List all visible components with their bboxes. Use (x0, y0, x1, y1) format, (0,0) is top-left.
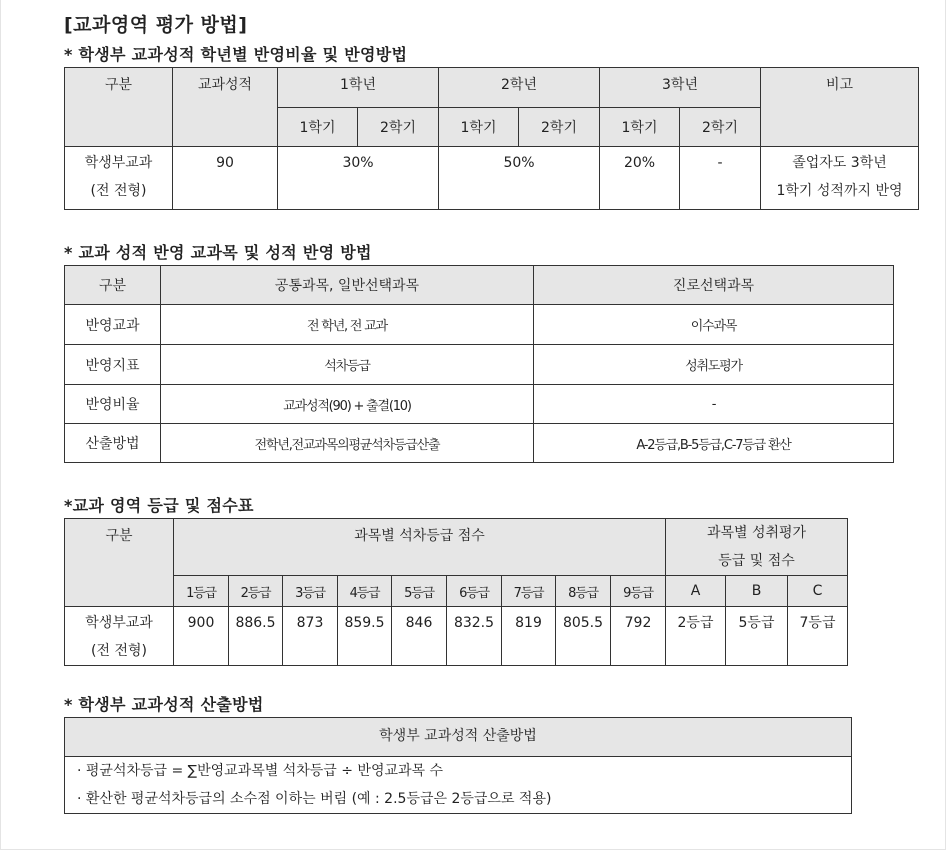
score-grade-3: 873 (283, 607, 338, 666)
header-achievement-line2: 등급 및 점수 (718, 553, 795, 569)
score-grade-6: 832.5 (447, 607, 502, 666)
row-note (761, 147, 919, 210)
row-year3-sem1: 20% (600, 147, 680, 210)
header-achievement-line1: 과목별 성취평가 (706, 525, 807, 541)
header-grade-7: 7등급 (502, 576, 556, 607)
score-grade-9: 792 (611, 607, 666, 666)
header-achievement (666, 519, 848, 576)
calculation-box (64, 717, 852, 814)
row-label: 반영교과 (65, 305, 161, 345)
header-y2-sem2: 2학기 (519, 108, 600, 147)
header-grade-2: 2등급 (229, 576, 283, 607)
achievement-value-3: 7등급 (788, 607, 848, 666)
score-grade-4: 859.5 (338, 607, 392, 666)
row-year3-sem2: - (680, 147, 761, 210)
row-common: 석차등급 (161, 345, 534, 385)
header-grade-1: 1등급 (174, 576, 229, 607)
header-achievement-a: A (666, 576, 726, 607)
subject-method-table (64, 265, 894, 463)
score-grade-7: 819 (502, 607, 556, 666)
row-career: 성취도평가 (534, 345, 894, 385)
header-grade-score: 교과성적 (173, 68, 278, 147)
header-year3: 3학년 (600, 68, 761, 108)
header-career: 진로선택과목 (534, 266, 894, 305)
row-career: - (534, 385, 894, 424)
header-grade-4: 4등급 (338, 576, 392, 607)
score-grade-2: 886.5 (229, 607, 283, 666)
header-grade-9: 9등급 (611, 576, 666, 607)
row-career: 이수과목 (534, 305, 894, 345)
row-year2: 50% (439, 147, 600, 210)
achievement-value-1: 2등급 (666, 607, 726, 666)
header-grade-3: 3등급 (283, 576, 338, 607)
section2-heading: * 교과 성적 반영 교과목 및 성적 반영 방법 (64, 243, 372, 262)
header-rank-score: 과목별 석차등급 점수 (174, 519, 666, 576)
row-label-line1: 학생부교과 (84, 155, 153, 171)
calculation-box-title: 학생부 교과성적 산출방법 (65, 718, 851, 757)
header-grade-5: 5등급 (392, 576, 447, 607)
row-label (65, 147, 173, 210)
row-label: 산출방법 (65, 424, 161, 463)
section4-heading: * 학생부 교과성적 산출방법 (64, 695, 264, 714)
section1-heading: * 학생부 교과성적 학년별 반영비율 및 반영방법 (64, 45, 408, 64)
row-label (65, 607, 174, 666)
score-grade-1: 900 (174, 607, 229, 666)
header-common: 공통과목, 일반선택과목 (161, 266, 534, 305)
header-y1-sem1: 1학기 (278, 108, 358, 147)
header-note: 비고 (761, 68, 919, 147)
header-year1: 1학년 (278, 68, 439, 108)
header-category: 구분 (65, 519, 174, 607)
header-y3-sem2: 2학기 (680, 108, 761, 147)
grade-score-table (64, 518, 848, 666)
row-career: A-2등급,B-5등급,C-7등급 환산 (534, 424, 894, 463)
header-achievement-c: C (788, 576, 848, 607)
header-year2: 2학년 (439, 68, 600, 108)
header-category: 구분 (65, 266, 161, 305)
score-grade-5: 846 (392, 607, 447, 666)
score-grade-8: 805.5 (556, 607, 611, 666)
achievement-value-2: 5등급 (726, 607, 788, 666)
header-y3-sem1: 1학기 (600, 108, 680, 147)
calculation-line-2: · 환산한 평균석차등급의 소수점 이하는 버림 (예 : 2.5등급은 2등급으로 적용) (77, 791, 552, 807)
row-score: 90 (173, 147, 278, 210)
header-category: 구분 (65, 68, 173, 147)
header-y2-sem1: 1학기 (439, 108, 519, 147)
row-label-line2: (전 전형) (90, 183, 147, 199)
row-common: 전 학년, 전 교과 (161, 305, 534, 345)
row-common: 교과성적(90) + 출결(10) (161, 385, 534, 424)
header-grade-8: 8등급 (556, 576, 611, 607)
row-common: 전학년,전교과목의평균석차등급산출 (161, 424, 534, 463)
header-y1-sem2: 2학기 (358, 108, 439, 147)
row-label-line1: 학생부교과 (85, 615, 153, 631)
row-note-line1: 졸업자도 3학년 (792, 155, 887, 171)
page-title: [교과영역 평가 방법] (64, 14, 248, 36)
row-note-line2: 1학기 성적까지 반영 (776, 183, 903, 199)
row-label: 반영비율 (65, 385, 161, 424)
section3-heading: *교과 영역 등급 및 점수표 (64, 496, 254, 515)
header-achievement-b: B (726, 576, 788, 607)
calculation-line-1: · 평균석차등급 = ∑반영교과목별 석차등급 ÷ 반영교과목 수 (77, 763, 444, 779)
row-label-line2: (전 전형) (91, 643, 147, 659)
header-grade-6: 6등급 (447, 576, 502, 607)
row-year1: 30% (278, 147, 439, 210)
year-ratio-table (64, 67, 919, 210)
row-label: 반영지표 (65, 345, 161, 385)
